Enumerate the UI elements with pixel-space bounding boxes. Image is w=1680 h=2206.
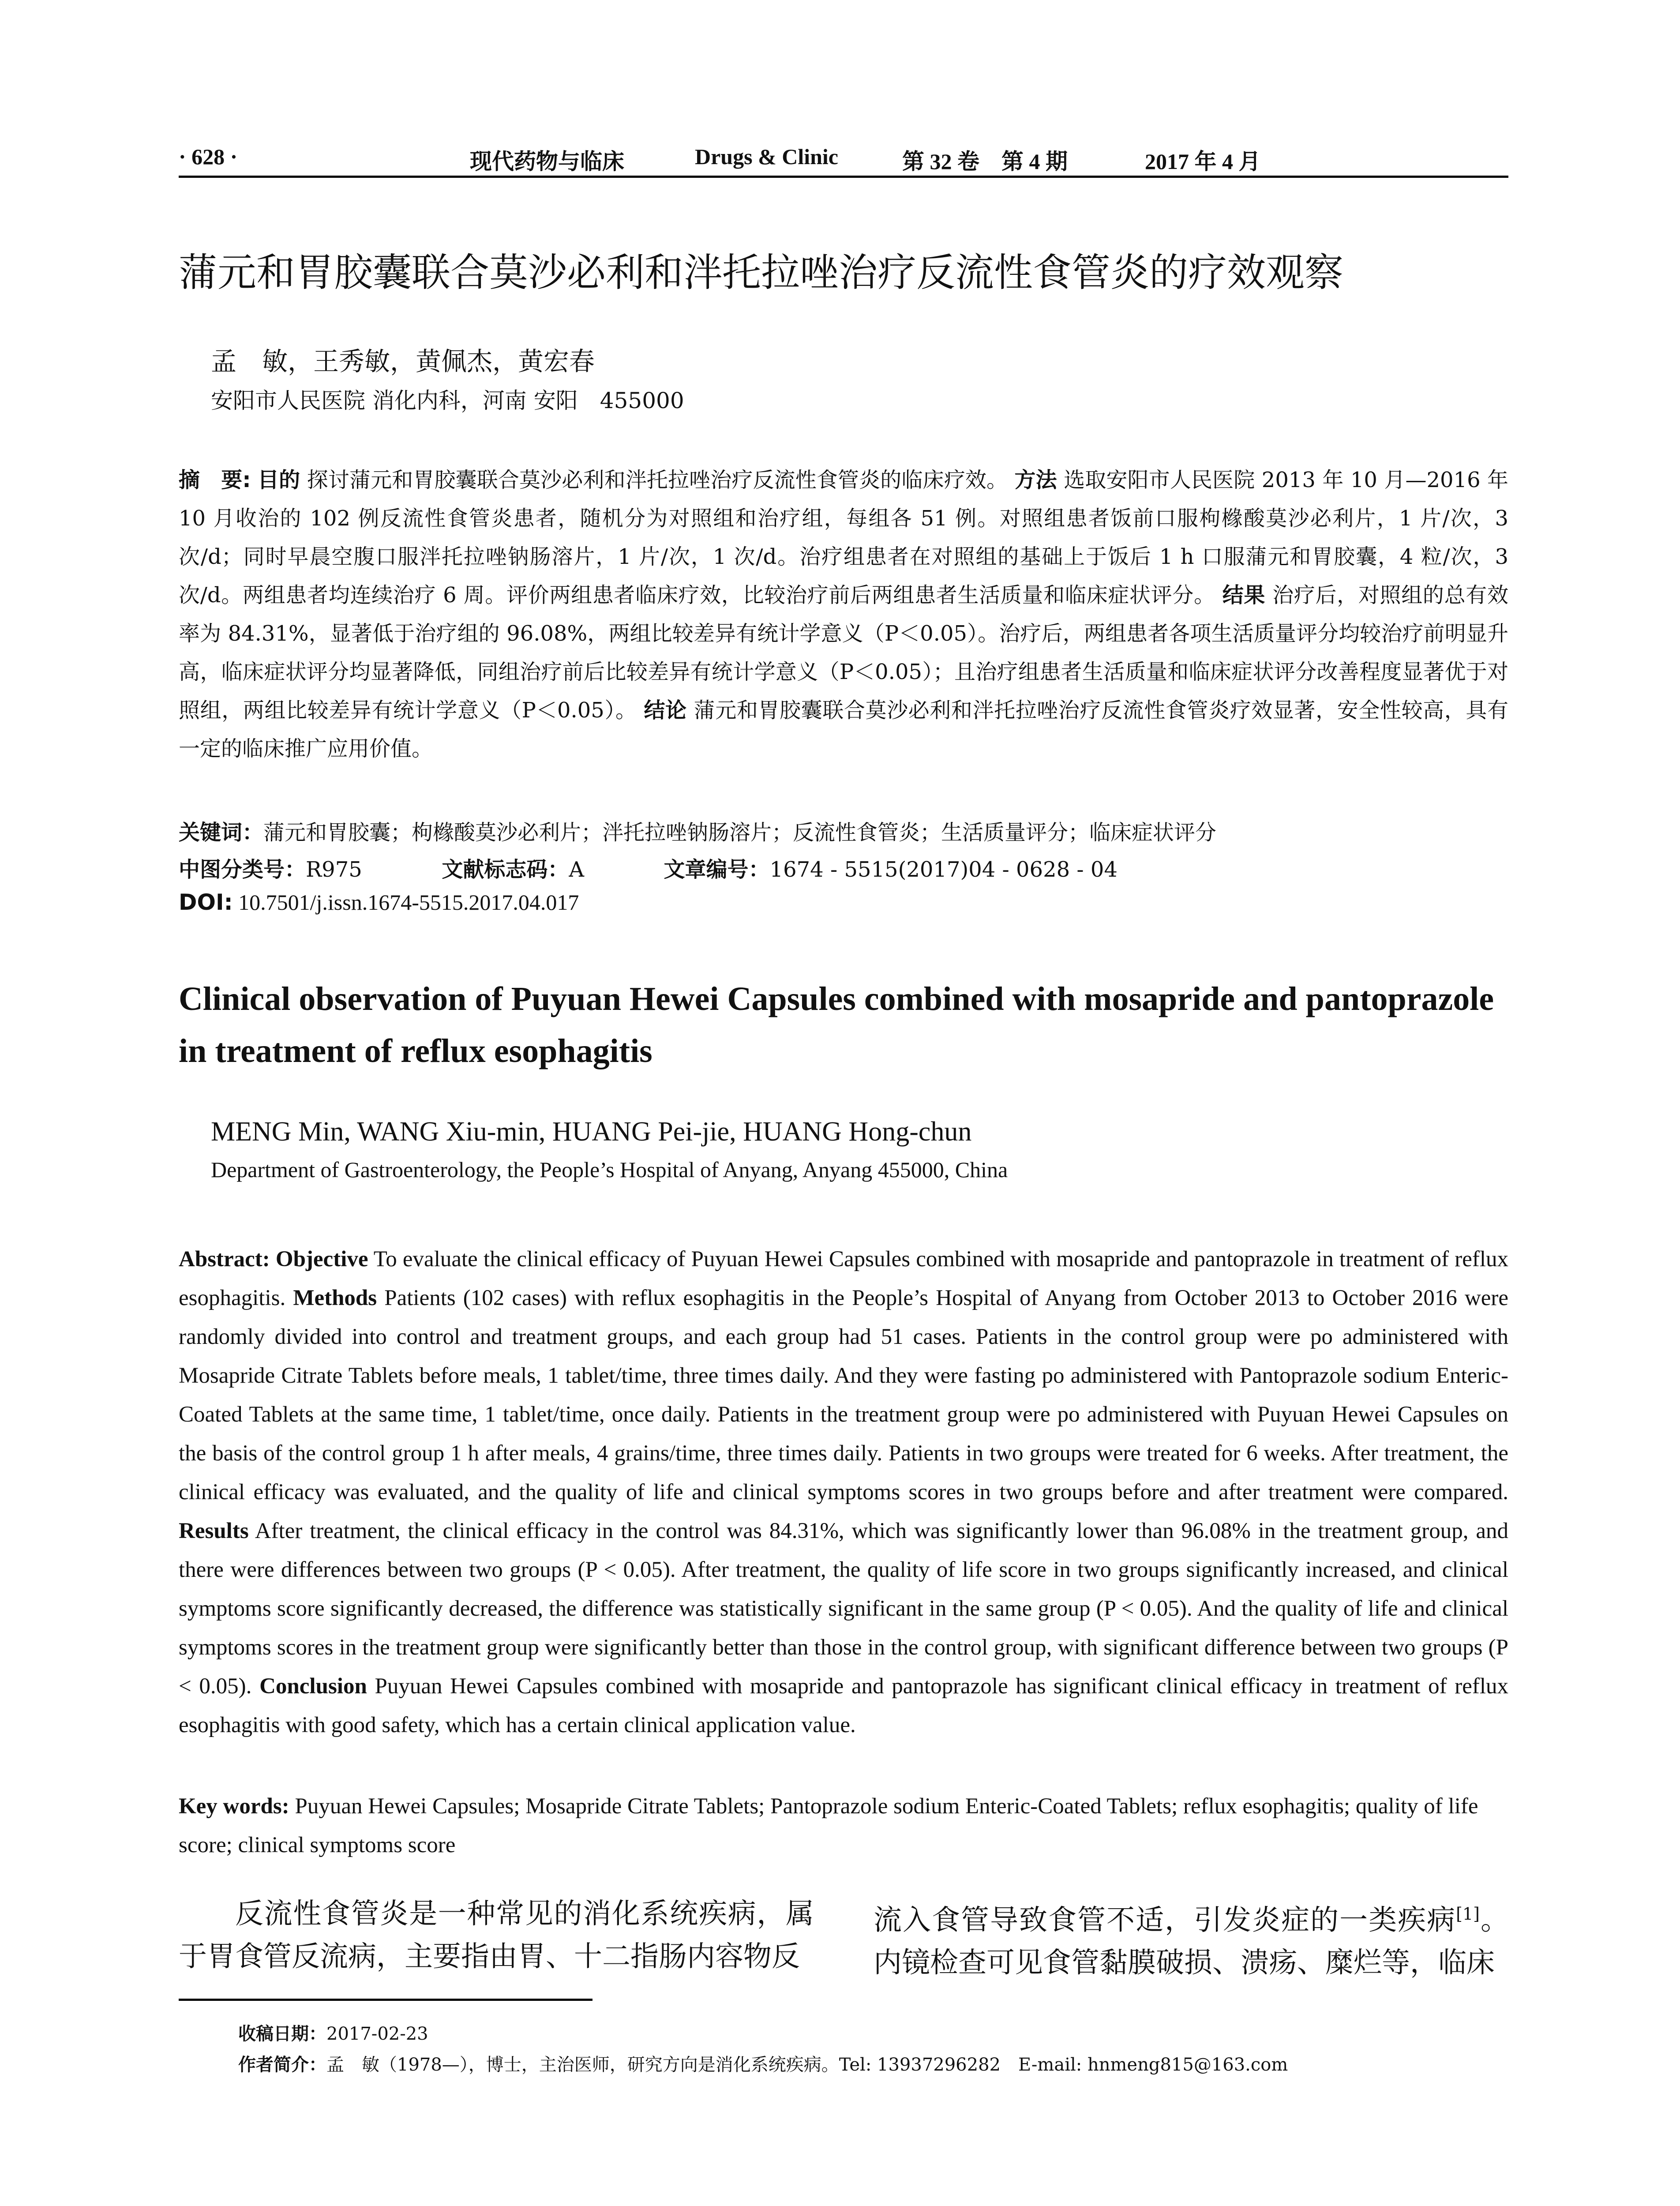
article-number-label: 文章编号： xyxy=(664,857,770,882)
keywords-cn-text: 蒲元和胃胶囊；枸橼酸莫沙必利片；泮托拉唑钠肠溶片；反流性食管炎；生活质量评分；临床症状评分 xyxy=(263,820,1217,845)
author-bio-footnote xyxy=(238,2051,1288,2076)
keywords-cn xyxy=(179,815,1216,846)
methods-label-cn: 方法 xyxy=(1014,468,1057,492)
authors-en: MENG Min, WANG Xiu-min, HUANG Pei-jie, HUANG Hong-chun xyxy=(211,1117,972,1147)
footnote-divider xyxy=(179,1999,592,2001)
journal-name-en: Drugs & Clinic xyxy=(695,144,838,169)
issue-info: 第 32 卷 第 4 期 xyxy=(902,149,1068,174)
keywords-en xyxy=(179,1787,1508,1865)
author-bio-value: 孟 敏（1978—），博士，主治医师，研究方向是消化系统疾病。Tel: 13937296282 E-mail: hnmeng815@163.com xyxy=(326,2055,1288,2075)
methods-en: Patients (102 cases) with reflux esophagitis in the People’s Hospital of Anyang from October 2013 to October 2016 were randomly divided into control and treatment groups, and each group had 51 cases. Patients in the control group were po administered with Mosapride Citrate Tablets before meals, 1 tablet/time, three times daily. And they were fasting po administered with Pantoprazole sodium Enteric-Coated Tablets at the same time, 1 tablet/time, once daily. Patients in the treatment group were po administered with Puyuan Hewei Capsules on the basis of the control group 1 h after meals, 4 grains/time, three times daily. Patients in two groups were treated for 6 weeks. After treatment, the clinical efficacy was evaluated, and the quality of life and clinical symptoms scores in two groups before and after treatment were compared. xyxy=(179,1286,1509,1504)
authors-cn: 孟 敏，王秀敏，黄佩杰，黄宏春 xyxy=(211,346,595,376)
doi-value: 10.7501/j.issn.1674-5515.2017.04.017 xyxy=(238,890,579,915)
received-value: 2017-02-23 xyxy=(326,2024,428,2044)
received-label: 收稿日期： xyxy=(238,2024,326,2044)
doi-line xyxy=(179,889,579,915)
conclusion-label-en: Conclusion xyxy=(259,1674,367,1699)
methods-cn: 选取安阳市人民医院 2013 年 10 月—2016 年 10 月收治的 102 例反流性食管炎患者，随机分为对照组和治疗组，每组各 51 例。对照组患者饭前口服枸橼酸莫沙必利片，1 片/次，3 次/d；同时早晨空腹口服泮托拉唑钠肠溶片，1 片/次，1 次/d。治疗组患者在对照组的基础上于饭后 1 h 口服蒲元和胃胶囊，4 粒/次，3 次/d。两组患者均连续治疗 6 周。评价两组患者临床疗效，比较治疗前后两组患者生活质量和临床症状评分。 xyxy=(179,468,1509,608)
body-text-right: 流入食管导致食管不适，引发炎症的一类疾病 xyxy=(874,1904,1456,1937)
objective-label-en: Objective xyxy=(275,1247,368,1272)
journal-name-cn: 现代药物与临床 xyxy=(470,149,624,174)
results-label-en: Results xyxy=(179,1519,249,1543)
title-cn: 蒲元和胃胶囊联合莫沙必利和泮托拉唑治疗反流性食管炎的疗效观察 xyxy=(179,250,1344,295)
author-bio-label: 作者简介： xyxy=(238,2055,326,2075)
keywords-en-label: Key words: xyxy=(179,1794,289,1819)
page-number: · 628 · xyxy=(179,144,238,169)
abstract-en-label: Abstract: xyxy=(179,1247,270,1272)
objective-label-cn: 目的 xyxy=(258,468,300,492)
conclusion-label-cn: 结论 xyxy=(644,698,687,723)
issue-date: 2017 年 4 月 xyxy=(1145,149,1261,174)
clc-value: R975 xyxy=(306,857,362,882)
doc-code-label: 文献标志码： xyxy=(442,857,569,882)
doc-code-value: A xyxy=(569,857,584,882)
results-label-cn: 结果 xyxy=(1222,583,1266,608)
results-en: After treatment, the clinical efficacy in the control was 84.31%, which was significantly lower than 96.08% in the treatment group, and there were differences between two groups (P < 0.05). After treatment, the quality of life score in two groups significantly increased, and clinical symptoms score significantly decreased, the difference was statistically significant in the same group (P < 0.05). And the quality of life and clinical symptoms scores in the treatment group were significantly better than those in the control group, with significant difference between two groups (P < 0.05). xyxy=(179,1519,1509,1699)
body-text-right-rest: 。内镜检查可见食管黏膜破损、溃疡、糜烂等，临床 xyxy=(874,1904,1509,1980)
keywords-cn-label: 关键词： xyxy=(179,820,264,845)
methods-label-en: Methods xyxy=(293,1286,377,1310)
running-header xyxy=(179,140,1508,178)
citation-ref: [1] xyxy=(1456,1904,1480,1924)
article-number-value: 1674 - 5515(2017)04 - 0628 - 04 xyxy=(769,857,1118,882)
objective-en: To evaluate the clinical efficacy of Puyuan Hewei Capsules combined with mosapride and pantoprazole in treatment of reflux esophagitis. xyxy=(179,1247,1508,1310)
conclusion-en: Puyuan Hewei Capsules combined with mosapride and pantoprazole has significant clinical efficacy in treatment of reflux esophagitis with good safety, which has a certain clinical application value. xyxy=(179,1674,1509,1737)
received-date-footnote xyxy=(238,2020,428,2045)
results-cn: 治疗后，对照组的总有效率为 84.31%，显著低于治疗组的 96.08%，两组比较差异有统计学意义（P＜0.05）。治疗后，两组患者各项生活质量评分均较治疗前明显升高，临床症状评分均显著降低，同组治疗前后比较差异有统计学意义（P＜0.05）；且治疗组患者生活质量和临床症状评分改善程度显著优于对照组，两组比较差异有统计学意义（P＜0.05）。 xyxy=(179,583,1508,723)
doi-label: DOI: xyxy=(179,889,233,915)
affiliation-cn: 安阳市人民医院 消化内科，河南 安阳 455000 xyxy=(211,388,684,413)
title-en: Clinical observation of Puyuan Hewei Capsules combined with mosapride and pantoprazole in treatment of reflux esophagitis xyxy=(179,980,1494,1069)
clc-label: 中图分类号： xyxy=(179,857,306,882)
body-column-right xyxy=(874,1893,1509,1985)
body-column-left: 反流性食管炎是一种常见的消化系统疾病，属于胃食管反流病，主要指由胃、十二指肠内容物反 xyxy=(179,1898,814,1973)
keywords-en-text: Puyuan Hewei Capsules; Mosapride Citrate Tablets; Pantoprazole sodium Enteric-Coated Tablets; reflux esophagitis; quality of life score; clinical symptoms score xyxy=(179,1794,1478,1857)
conclusion-cn: 蒲元和胃胶囊联合莫沙必利和泮托拉唑治疗反流性食管炎疗效显著，安全性较高，具有一定的临床推广应用价值。 xyxy=(179,698,1508,761)
abstract-cn-label: 摘 要: xyxy=(179,468,251,492)
objective-cn: 探讨蒲元和胃胶囊联合莫沙必利和泮托拉唑治疗反流性食管炎的临床疗效。 xyxy=(307,468,1008,492)
abstract-en xyxy=(179,1240,1508,1745)
abstract-cn xyxy=(179,461,1508,768)
classification-line xyxy=(179,852,1118,883)
affiliation-en: Department of Gastroenterology, the People’s Hospital of Anyang, Anyang 455000, China xyxy=(211,1157,1008,1182)
